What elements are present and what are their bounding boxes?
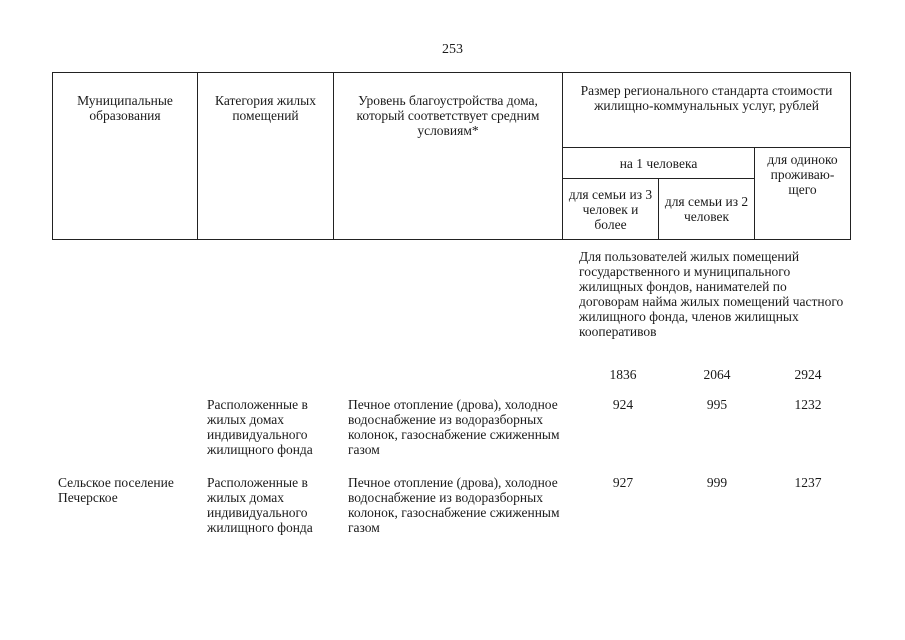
header-category: Категория жилых помещений bbox=[198, 73, 334, 240]
header-per-person: на 1 человека bbox=[563, 148, 755, 179]
section-note: Для пользователей жилых помещений государственного и муниципального жилищных фондов, нанимателей по договорам найма жилых помещений частного жилищного фонда, членов жилищных кооперативов bbox=[579, 249, 844, 339]
value-single: 1232 bbox=[794, 397, 822, 412]
value-family-2: 995 bbox=[706, 397, 728, 412]
value-family-3: 1836 bbox=[609, 367, 637, 382]
header-family-3: для семьи из 3 человек и более bbox=[563, 179, 659, 240]
table-header bbox=[52, 72, 851, 240]
value-family-2: 999 bbox=[706, 475, 728, 490]
value-single: 2924 bbox=[794, 367, 822, 382]
value-family-2: 2064 bbox=[703, 367, 731, 382]
value-single: 1237 bbox=[794, 475, 822, 490]
cell-category: Расположенные в жилых домах индивидуального жилищного фонда bbox=[207, 475, 313, 535]
header-family-2: для семьи из 2 человек bbox=[659, 179, 755, 240]
header-standard-size: Размер регионального стандарта стоимости жилищно-коммунальных услуг, рублей bbox=[563, 73, 851, 148]
header-improvement-level: Уровень благоустройства дома, который соответствует средним условиям* bbox=[334, 73, 563, 240]
header-single-resident: для одиноко проживаю-щего bbox=[755, 148, 851, 240]
cell-level: Печное отопление (дрова), холодное водоснабжение из водоразборных колонок, газоснабжение сжиженным газом bbox=[348, 397, 560, 457]
cell-category: Расположенные в жилых домах индивидуального жилищного фонда bbox=[207, 397, 313, 457]
page-number: 253 bbox=[442, 42, 463, 57]
value-family-3: 924 bbox=[612, 397, 634, 412]
cell-municipality: Сельское поселение Печерское bbox=[58, 475, 174, 505]
cell-level: Печное отопление (дрова), холодное водоснабжение из водоразборных колонок, газоснабжение сжиженным газом bbox=[348, 475, 560, 535]
value-family-3: 927 bbox=[612, 475, 634, 490]
header-municipality: Муниципальные образования bbox=[53, 73, 198, 240]
